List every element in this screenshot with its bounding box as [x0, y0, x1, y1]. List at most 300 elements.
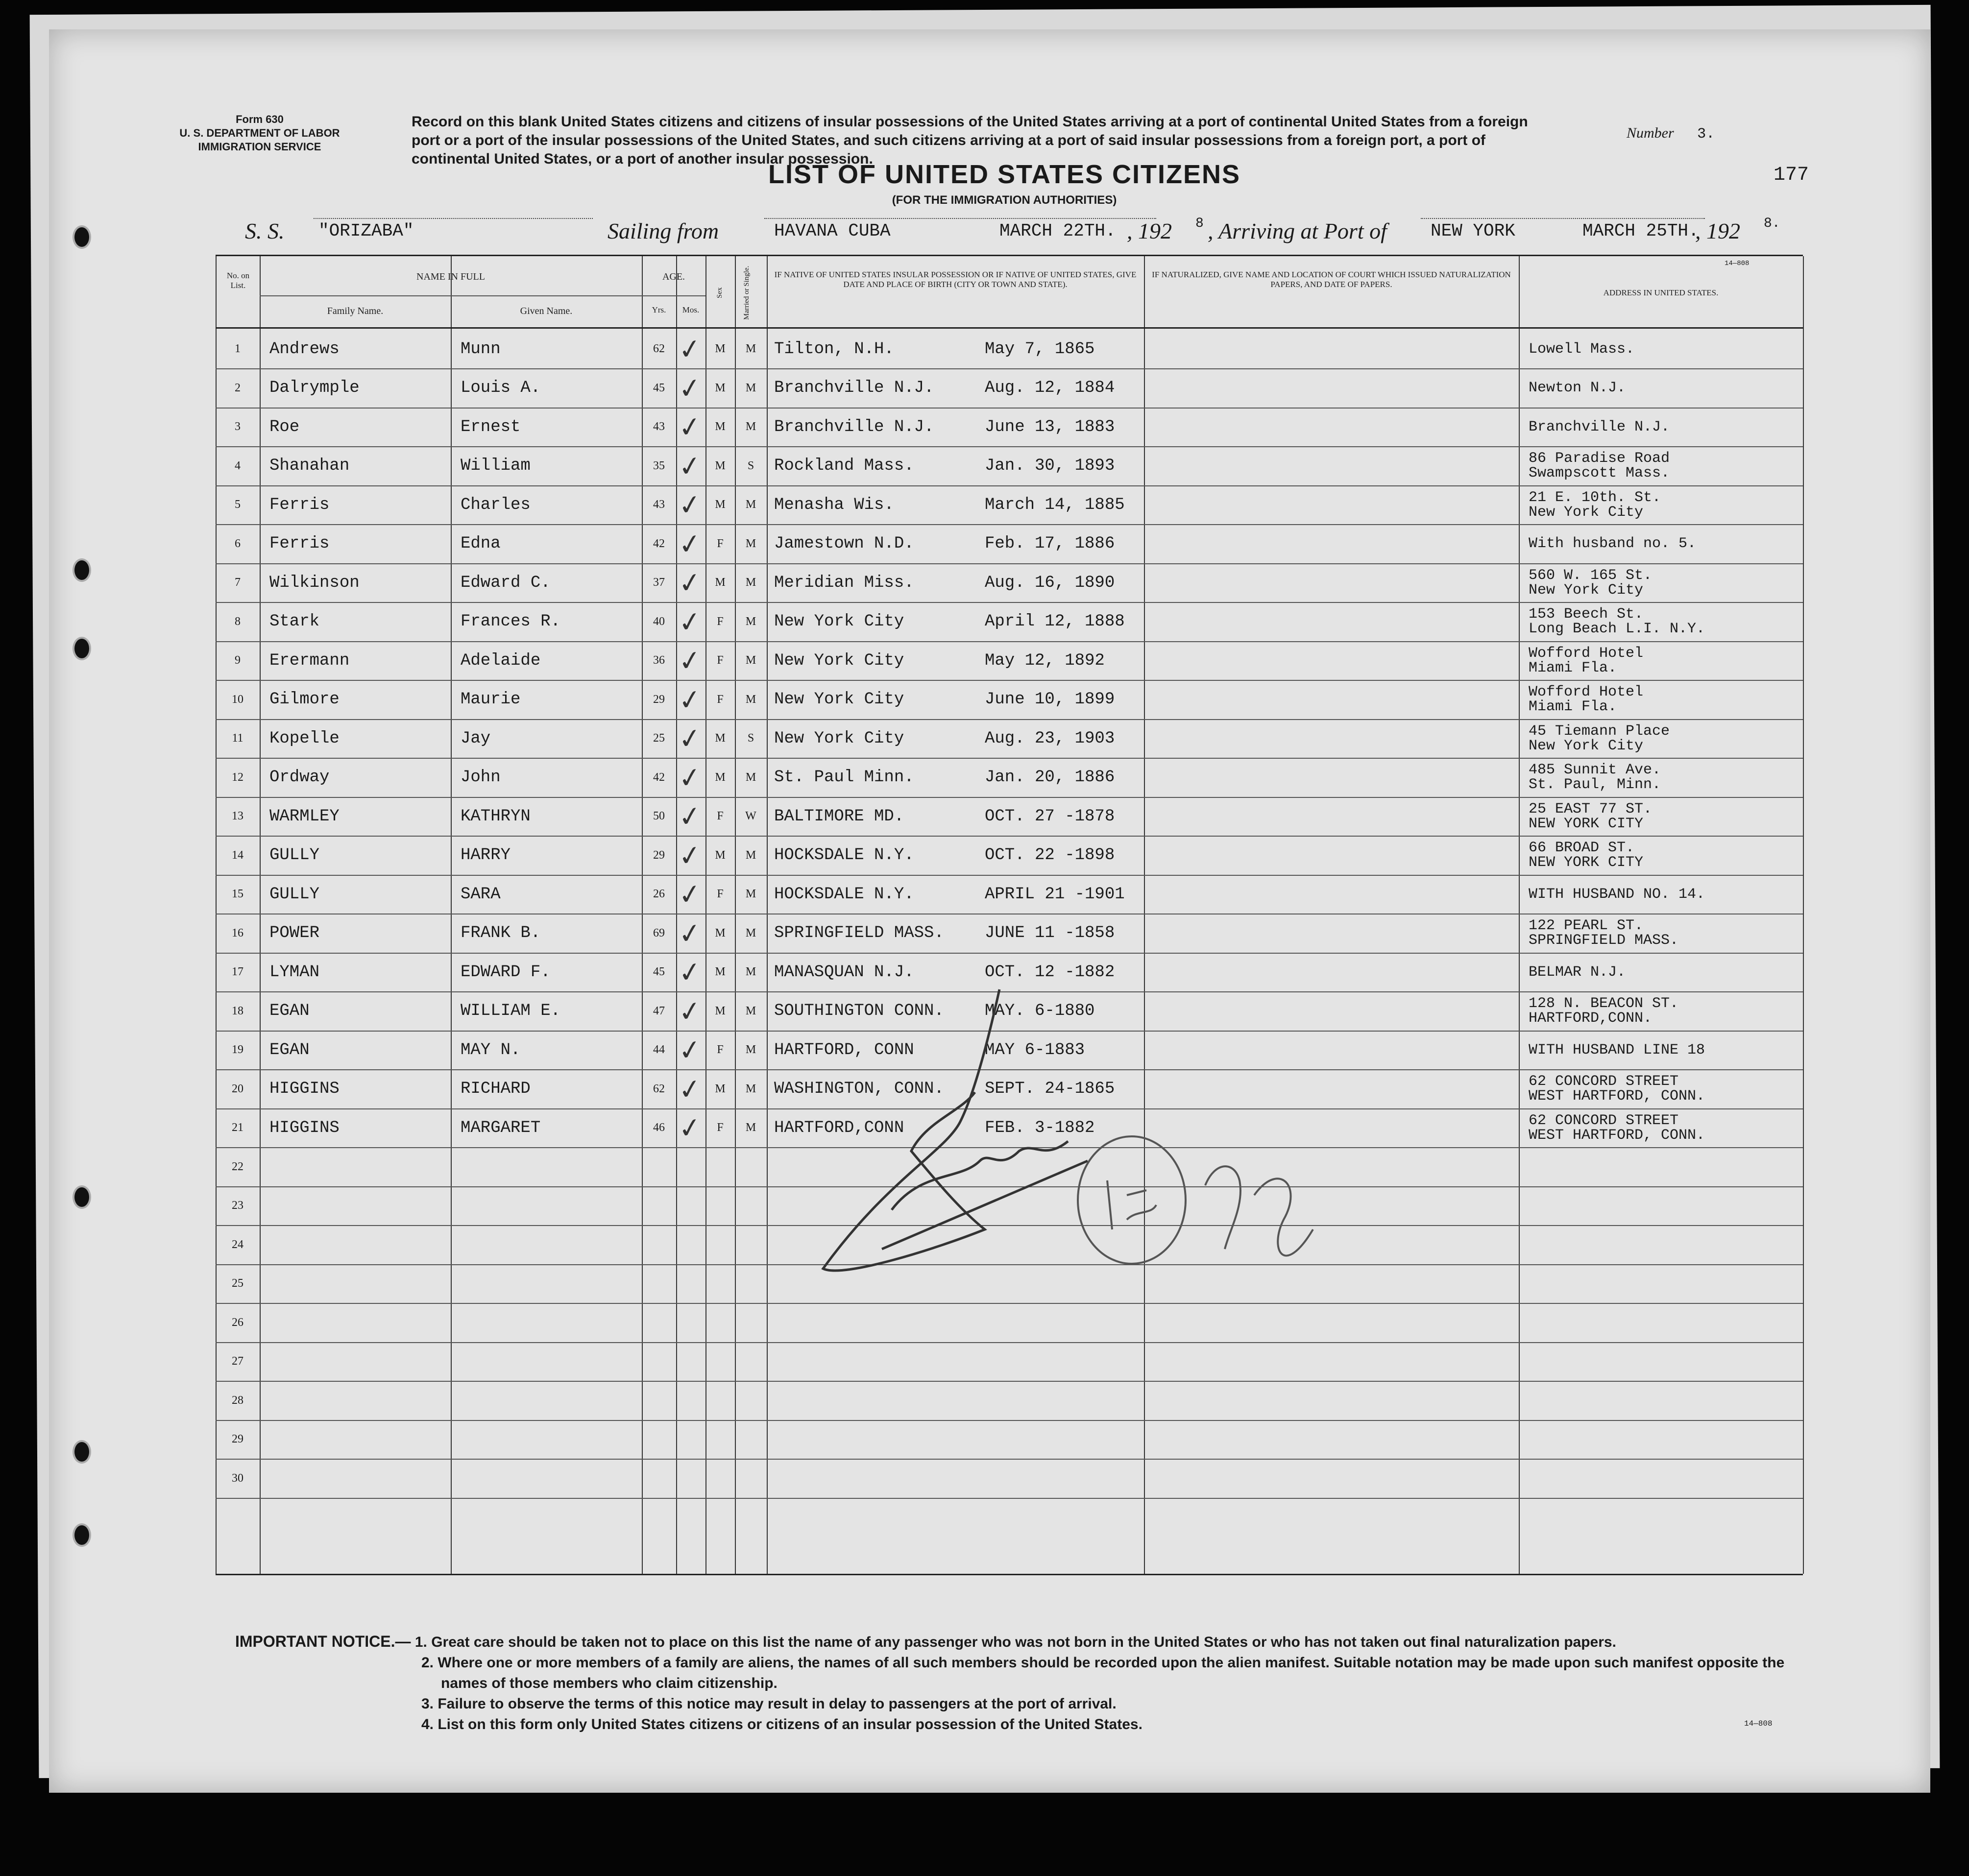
sex: M [715, 1082, 726, 1095]
sex [705, 1342, 735, 1381]
family-name: POWER [269, 924, 320, 942]
birth-date: OCT. 22 -1898 [985, 846, 1115, 865]
check-mark: ✓ [676, 799, 704, 834]
given-name: FRANK B. [461, 924, 541, 942]
check-mark: ✓ [676, 371, 704, 406]
check-mark: ✓ [676, 994, 704, 1029]
address-line-2: Long Beach L.I. N.Y. [1529, 621, 1705, 637]
address [1529, 1264, 1798, 1303]
given-name: KATHRYN [461, 807, 531, 826]
birth-date [985, 1381, 1142, 1420]
address [1529, 447, 1798, 485]
table-row [216, 836, 1803, 875]
address [1529, 1108, 1798, 1147]
header-married-or-single: Married or Single. [743, 265, 751, 320]
given-name: Adelaide [461, 651, 541, 670]
list-title: LIST OF UNITED STATES CITIZENS [768, 160, 1240, 189]
birth-date: OCT. 27 -1878 [985, 807, 1115, 826]
given-name [461, 1381, 637, 1420]
family-name: HIGGINS [269, 1080, 340, 1098]
family-name [269, 1420, 446, 1459]
address-line-2: New York City [1529, 504, 1644, 521]
age-years: 43 [653, 498, 665, 511]
birth-place: Meridian Miss. [774, 573, 914, 592]
age-years: 35 [653, 459, 665, 472]
address-line-2: NEW YORK CITY [1529, 815, 1644, 832]
marital-status: M [745, 693, 756, 706]
sex: F [717, 615, 724, 628]
sex: M [715, 732, 726, 745]
age-years: 43 [653, 420, 665, 433]
birth-place: HARTFORD,CONN [774, 1118, 904, 1137]
table-row [216, 1303, 1803, 1342]
marital-status: W [745, 810, 756, 822]
given-name: HARRY [461, 846, 511, 865]
given-name: MARGARET [461, 1118, 541, 1137]
sex [705, 1148, 735, 1186]
check-mark: ✓ [676, 410, 704, 445]
check-mark: ✓ [676, 916, 704, 951]
table-row [216, 797, 1803, 836]
check-mark: ✓ [676, 877, 704, 912]
form-code: 14—808 [1744, 1719, 1773, 1728]
row-number: 18 [232, 1004, 243, 1017]
age-years: 46 [653, 1121, 665, 1134]
important-notice [235, 1631, 1827, 1735]
address-line-2: New York City [1529, 581, 1644, 599]
birth-date: Aug. 16, 1890 [985, 573, 1115, 592]
sailing-label: Sailing from [608, 218, 719, 243]
table-row [216, 1342, 1803, 1381]
birth-place: New York City [774, 651, 904, 670]
voyage-line [245, 218, 1813, 247]
table-row [216, 1420, 1803, 1459]
manifest-table [216, 255, 1803, 1575]
family-name: EGAN [269, 1040, 310, 1059]
address-line-2: SPRINGFIELD MASS. [1529, 932, 1679, 949]
binder-hole [73, 558, 91, 582]
marital-status: M [745, 576, 756, 589]
check-mark: ✓ [676, 760, 704, 795]
age-years [642, 1226, 676, 1264]
arriving-port: NEW YORK [1431, 221, 1515, 241]
ss-label: S. S. [245, 218, 285, 243]
birth-place: St. Paul Minn. [774, 768, 914, 787]
address [1529, 1226, 1798, 1264]
table-row [216, 680, 1803, 719]
sex: M [715, 576, 726, 589]
age-years [642, 1381, 676, 1420]
family-name [269, 1148, 446, 1186]
birth-place: Tilton, N.H. [774, 339, 894, 359]
sex: M [715, 926, 726, 939]
age-years: 45 [653, 965, 665, 978]
row-number: 3 [235, 420, 241, 433]
family-name: Roe [269, 417, 300, 436]
birth-place: Branchville N.J. [774, 379, 934, 397]
address-line-1: 66 BROAD ST. [1529, 840, 1635, 856]
check-mark: ✓ [676, 722, 704, 756]
sex: M [715, 770, 726, 784]
table-row [216, 641, 1803, 680]
sex: M [715, 381, 726, 394]
age-years: 29 [653, 848, 665, 862]
address-line-1: 485 Sunnit Ave. [1529, 762, 1661, 778]
family-name: Andrews [269, 339, 340, 359]
address-line-1: 153 Beech St. [1529, 606, 1644, 623]
header-sex: Sex [716, 287, 724, 299]
row-number: 27 [232, 1355, 243, 1368]
check-mark: ✓ [676, 488, 704, 523]
address-line-2: St. Paul, Minn. [1529, 776, 1661, 793]
family-name [269, 1303, 446, 1342]
address [1529, 1186, 1798, 1225]
row-number: 17 [232, 965, 243, 978]
address [1529, 1420, 1798, 1459]
check-mark: ✓ [676, 955, 704, 990]
marital-status [735, 1303, 767, 1342]
address-line-1: Branchville N.J. [1529, 418, 1670, 435]
given-name: Maurie [461, 690, 521, 709]
marital-status: M [745, 770, 756, 784]
sex: M [715, 459, 726, 472]
year-suffix-1: 8 [1195, 216, 1204, 231]
birth-place: HARTFORD, CONN [774, 1040, 914, 1059]
address-line-1: WITH HUSBAND NO. 14. [1529, 886, 1705, 903]
age-years [642, 1303, 676, 1342]
notice-lead: IMPORTANT NOTICE.— [235, 1633, 411, 1650]
row-number: 9 [235, 654, 241, 667]
age-years: 45 [653, 381, 665, 394]
marital-status [735, 1420, 767, 1459]
row-number: 15 [232, 888, 243, 900]
address-line-2: Miami Fla. [1529, 659, 1617, 676]
marital-status: S [747, 732, 754, 745]
given-name: Munn [461, 339, 501, 359]
given-name: Edna [461, 534, 501, 553]
address-line-1: BELMAR N.J. [1529, 963, 1626, 981]
address-line-1: 62 CONCORD STREET [1529, 1112, 1679, 1129]
number-label: Number [1627, 125, 1674, 141]
birth-date: March 14, 1885 [985, 495, 1125, 514]
given-name: Louis A. [461, 379, 541, 397]
row-number: 30 [232, 1471, 243, 1485]
marital-status: M [745, 420, 756, 433]
age-years: 36 [653, 654, 665, 667]
age-years: 62 [653, 1082, 665, 1095]
given-name: EDWARD F. [461, 962, 551, 982]
marital-status: M [745, 926, 756, 939]
birth-date: Jan. 30, 1893 [985, 457, 1115, 475]
header-yrs: Yrs. [652, 305, 666, 314]
birth-date [985, 1459, 1142, 1498]
row-number: 5 [235, 498, 241, 511]
sex: M [715, 848, 726, 862]
sex [705, 1186, 735, 1225]
address-line-2: Swampscott Mass. [1529, 465, 1670, 481]
birth-date: SEPT. 24-1865 [985, 1080, 1115, 1098]
row-number: 28 [232, 1394, 243, 1407]
table-row [216, 525, 1803, 563]
marital-status: M [745, 537, 756, 550]
given-name [461, 1226, 637, 1264]
marital-status [735, 1381, 767, 1420]
page-number: 177 [1774, 164, 1809, 186]
address [1529, 875, 1798, 914]
birth-place: HOCKSDALE N.Y. [774, 846, 914, 865]
birth-place: Menasha Wis. [774, 495, 894, 514]
sex: M [715, 420, 726, 433]
header-given-name: Given Name. [520, 306, 573, 316]
birth-place: BALTIMORE MD. [774, 807, 904, 826]
birth-date: Aug. 23, 1903 [985, 729, 1115, 748]
table-row [216, 1459, 1803, 1498]
address-line-1: 21 E. 10th. St. [1529, 489, 1661, 506]
age-years: 50 [653, 810, 665, 822]
family-name [269, 1226, 446, 1264]
family-name: Ordway [269, 768, 330, 787]
given-name: Jay [461, 729, 491, 748]
row-number: 26 [232, 1316, 243, 1329]
year-suffix-2: 8. [1764, 216, 1780, 231]
form-number: Form 630 [236, 113, 284, 125]
record-instructions: Record on this blank United States citizens and citizens of insular possessions of the United States arriving at a port of continental United States from a foreign port or a port of the insular possessions of the United States, and such citizens arriving at a port of said insular possessions from a foreign port, a port of continental United States, or a port of another insular possession. [412, 114, 1528, 167]
row-number: 12 [232, 770, 243, 784]
family-name: GULLY [269, 846, 320, 865]
check-mark: ✓ [676, 332, 704, 367]
binder-hole [73, 1523, 91, 1547]
birth-place [774, 1420, 980, 1459]
row-number: 8 [235, 615, 241, 628]
row-number: 6 [235, 537, 241, 550]
notice-item-2: 2. Where one or more members of a family are aliens, the names of all such members should be recorded upon the alien manifest. Suitable notation may be made upon such manifest opposite the names of those members who claim citizenship. [421, 1655, 1785, 1691]
marital-status [735, 1148, 767, 1186]
table-row [216, 563, 1803, 602]
age-years [642, 1420, 676, 1459]
given-name: RICHARD [461, 1080, 531, 1098]
address-line-2: WEST HARTFORD, CONN. [1529, 1088, 1705, 1105]
address-line-2: Miami Fla. [1529, 698, 1617, 715]
table-row [216, 875, 1803, 914]
birth-place: SOUTHINGTON CONN. [774, 1002, 944, 1020]
age-years: 29 [653, 693, 665, 706]
birth-date: Aug. 12, 1884 [985, 379, 1115, 397]
family-name [269, 1342, 446, 1381]
row-number: 29 [232, 1433, 243, 1445]
birth-place [774, 1381, 980, 1420]
birth-date: MAY. 6-1880 [985, 1002, 1095, 1020]
binder-hole [73, 1185, 91, 1209]
family-name: Stark [269, 612, 320, 631]
address [1529, 758, 1798, 797]
address [1529, 797, 1798, 836]
row-number: 4 [235, 459, 241, 472]
birth-date: June 10, 1899 [985, 690, 1115, 709]
family-name: Ferris [269, 534, 330, 553]
age-years [642, 1186, 676, 1225]
age-years [642, 1264, 676, 1303]
row-number: 19 [232, 1043, 243, 1056]
table-row [216, 719, 1803, 758]
check-mark: ✓ [676, 838, 704, 873]
age-years [642, 1342, 676, 1381]
family-name: EGAN [269, 1002, 310, 1020]
address [1529, 369, 1798, 408]
marital-status [735, 1342, 767, 1381]
age-years: 37 [653, 576, 665, 589]
given-name: SARA [461, 885, 501, 904]
family-name: Erermann [269, 651, 350, 670]
marital-status: M [745, 654, 756, 667]
row-number: 16 [232, 926, 243, 939]
arriving-date: MARCH 25TH. [1582, 221, 1699, 241]
birth-place [774, 1303, 980, 1342]
age-years: 26 [653, 888, 665, 900]
sailing-date: MARCH 22TH. [999, 221, 1116, 241]
birth-place: New York City [774, 729, 904, 748]
address-line-1: Lowell Mass. [1529, 340, 1635, 358]
table-row [216, 602, 1803, 641]
family-name: Ferris [269, 495, 330, 514]
header-naturalized: IF NATURALIZED, GIVE NAME AND LOCATION OF COURT WHICH ISSUED NATURALIZATION PAPERS, AND DATE OF PAPERS. [1152, 270, 1511, 289]
table-row [216, 758, 1803, 797]
marital-status: M [745, 1043, 756, 1056]
marital-status: M [745, 1082, 756, 1095]
address [1529, 953, 1798, 991]
number-value: 3. [1697, 126, 1715, 143]
inspector-signature [813, 975, 1352, 1308]
address [1529, 485, 1798, 524]
family-name [269, 1186, 446, 1225]
marital-status: M [745, 1121, 756, 1134]
sex [705, 1264, 735, 1303]
table-row [216, 330, 1803, 368]
marital-status: M [745, 888, 756, 900]
family-name: LYMAN [269, 962, 320, 982]
age-years: 62 [653, 342, 665, 355]
row-number: 23 [232, 1199, 243, 1212]
ship-name: "ORIZABA" [318, 221, 414, 241]
check-mark: ✓ [676, 1072, 704, 1107]
birth-place: SPRINGFIELD MASS. [774, 924, 944, 942]
binder-hole [73, 1440, 91, 1464]
family-name: Shanahan [269, 457, 350, 475]
marital-status: S [747, 459, 754, 472]
given-name: William [461, 457, 531, 475]
birth-place: Jamestown N.D. [774, 534, 914, 553]
birth-place: New York City [774, 612, 904, 631]
given-name [461, 1303, 637, 1342]
form-code-top: 14—808 [1725, 260, 1750, 267]
marital-status: M [745, 1004, 756, 1017]
header-family-name: Family Name. [327, 306, 384, 316]
marital-status [735, 1226, 767, 1264]
age-years: 42 [653, 770, 665, 784]
birth-date: April 12, 1888 [985, 612, 1125, 631]
birth-date: Jan. 20, 1886 [985, 768, 1115, 787]
address-line-2: HARTFORD,CONN. [1529, 1010, 1653, 1027]
row-number: 21 [232, 1121, 243, 1134]
header-mos: Mos. [682, 305, 700, 314]
family-name: Gilmore [269, 690, 340, 709]
row-number: 13 [232, 810, 243, 822]
given-name: Frances R. [461, 612, 561, 631]
year-prefix-1: , 192 [1127, 218, 1172, 243]
address-line-2: WEST HARTFORD, CONN. [1529, 1127, 1705, 1144]
given-name: John [461, 768, 501, 787]
sex: F [717, 1121, 724, 1134]
row-number: 25 [232, 1277, 243, 1290]
birth-date: APRIL 21 -1901 [985, 885, 1125, 904]
birth-date: OCT. 12 -1882 [985, 962, 1115, 982]
address [1529, 408, 1798, 446]
check-mark: ✓ [676, 566, 704, 601]
address-line-1: 560 W. 165 St. [1529, 567, 1653, 584]
birth-date [985, 1303, 1142, 1342]
family-name [269, 1459, 446, 1498]
age-years: 40 [653, 615, 665, 628]
table-row [216, 914, 1803, 953]
notice-item-4: 4. List on this form only United States citizens or citizens of an insular possession of the United States. [421, 1716, 1143, 1732]
age-years: 44 [653, 1043, 665, 1056]
address [1529, 1148, 1798, 1186]
birth-date: MAY 6-1883 [985, 1040, 1085, 1059]
service: IMMIGRATION SERVICE [198, 141, 321, 153]
family-name: GULLY [269, 885, 320, 904]
family-name: Kopelle [269, 729, 340, 748]
address-line-1: WITH HUSBAND LINE 18 [1529, 1041, 1705, 1058]
notice-item-1: 1. Great care should be taken not to place on this list the name of any passenger who was not born in the United States or who has not taken out final naturalization papers. [414, 1634, 1616, 1650]
sex [705, 1420, 735, 1459]
check-mark: ✓ [676, 527, 704, 562]
sex: F [717, 888, 724, 900]
sex: F [717, 537, 724, 550]
age-years: 42 [653, 537, 665, 550]
address-line-1: Newton N.J. [1529, 380, 1626, 396]
birth-place: HOCKSDALE N.Y. [774, 885, 914, 904]
binder-hole [73, 637, 91, 660]
table-row [216, 485, 1803, 524]
address [1529, 525, 1798, 563]
marital-status: M [745, 498, 756, 511]
list-subtitle: (FOR THE IMMIGRATION AUTHORITIES) [892, 193, 1117, 207]
given-name [461, 1264, 637, 1303]
sex: F [717, 654, 724, 667]
header-birth: IF NATIVE OF UNITED STATES INSULAR POSSESSION OR IF NATIVE OF UNITED STATES, GIVE DATE AND PLACE OF BIRTH (CITY OR TOWN AND STATE). [774, 270, 1137, 289]
sex: M [715, 965, 726, 978]
address-line-1: 62 CONCORD STREET [1529, 1073, 1679, 1090]
birth-date: June 13, 1883 [985, 417, 1115, 436]
header-address: ADDRESS IN UNITED STATES. [1603, 288, 1719, 297]
marital-status [735, 1264, 767, 1303]
address [1529, 1303, 1798, 1342]
address [1529, 1342, 1798, 1381]
family-name: Dalrymple [269, 379, 360, 397]
arriving-label: , Arriving at Port of [1208, 218, 1387, 243]
birth-date: FEB. 3-1882 [985, 1118, 1095, 1137]
sex [705, 1303, 735, 1342]
table-row [216, 369, 1803, 408]
given-name: Charles [461, 495, 531, 514]
address [1529, 602, 1798, 641]
birth-place: WASHINGTON, CONN. [774, 1080, 944, 1098]
check-mark: ✓ [676, 1111, 704, 1146]
given-name [461, 1342, 637, 1381]
row-number: 14 [232, 848, 243, 862]
birth-date: Feb. 17, 1886 [985, 534, 1115, 553]
marital-status: M [745, 381, 756, 394]
sex [705, 1226, 735, 1264]
